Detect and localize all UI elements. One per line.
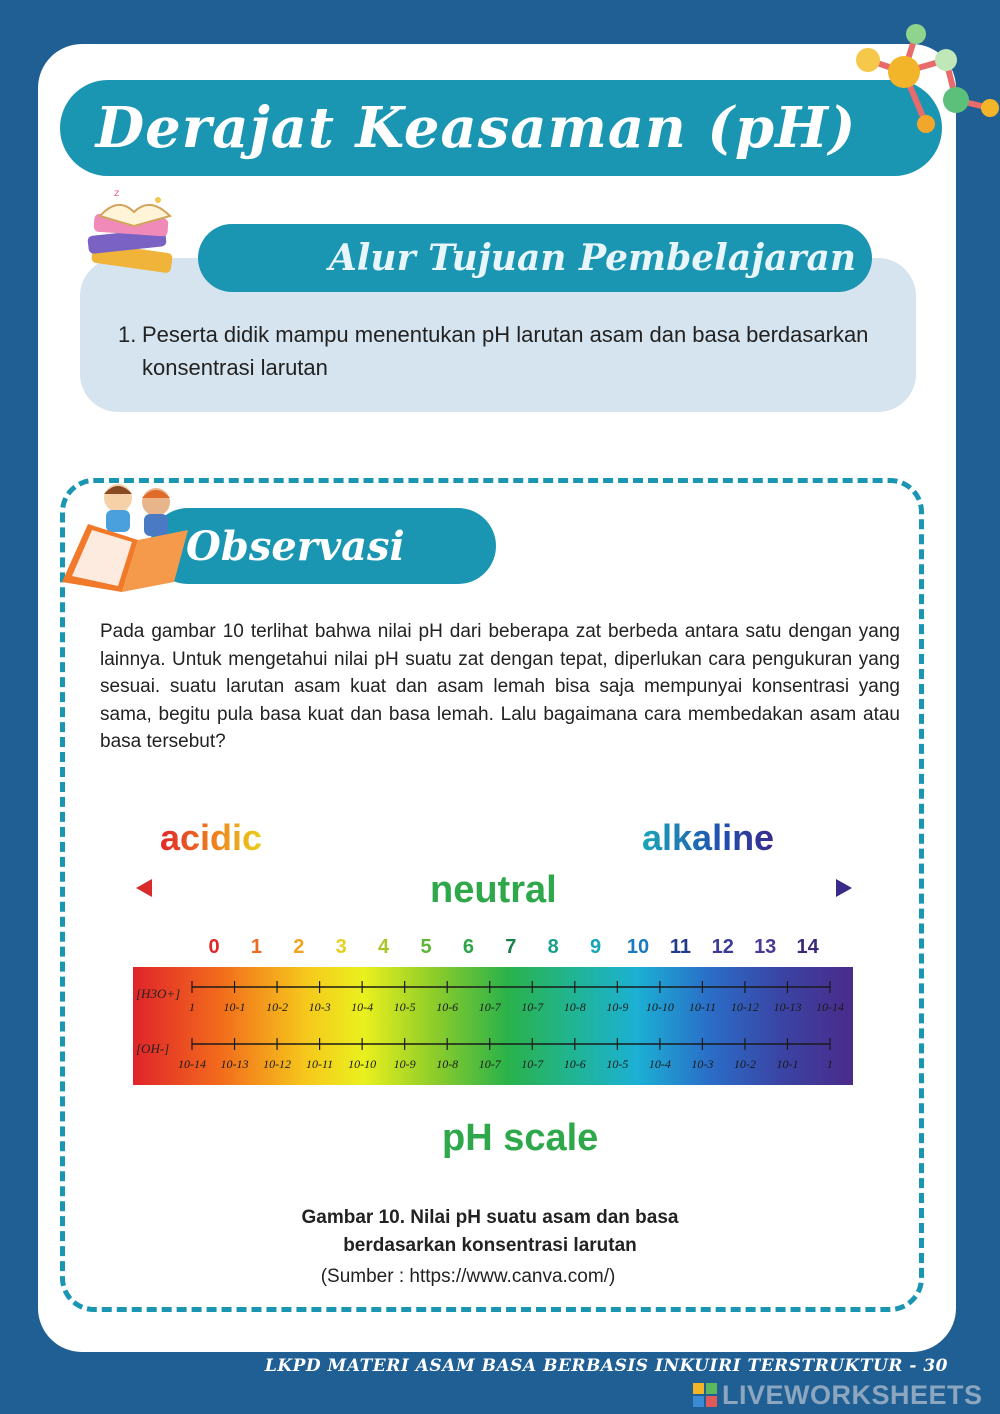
h3o-value: 10-2 — [266, 1000, 289, 1014]
watermark-text: LIVEWORKSHEETS — [722, 1379, 983, 1410]
oh-value: 10-7 — [478, 1057, 501, 1071]
oh-value: 10-14 — [178, 1057, 206, 1071]
oh-value: 10-1 — [776, 1057, 799, 1071]
liveworksheets-logo-icon — [692, 1382, 718, 1408]
oh-value: 10-10 — [348, 1057, 377, 1071]
oh-value: 10-3 — [691, 1057, 714, 1071]
oh-value: 10-7 — [521, 1057, 544, 1071]
learning-goals-banner — [198, 224, 872, 292]
figure-source: (Sumber : https://www.canva.com/) — [320, 1266, 616, 1287]
footer-text: LKPD MATERI ASAM BASA BERBASIS INKUIRI TERSTRUKTUR - 30 — [264, 1356, 948, 1376]
h3o-value: 10-11 — [688, 1000, 716, 1014]
oh-value: 1 — [827, 1057, 833, 1071]
ph-number-4: 4 — [378, 936, 390, 958]
ph-scale-label: pH scale — [442, 1117, 599, 1159]
h3o-value: 10-1 — [223, 1000, 246, 1014]
ph-number-2: 2 — [293, 936, 305, 958]
ph-number-5: 5 — [420, 936, 432, 958]
oh-value: 10-4 — [648, 1057, 671, 1071]
ph-number-3: 3 — [335, 936, 347, 958]
liveworksheets-watermark — [692, 1380, 988, 1410]
h3o-value: 10-9 — [606, 1000, 629, 1014]
ph-number-7: 7 — [505, 936, 517, 958]
observation-paragraph: Pada gambar 10 terlihat bahwa nilai pH dari beberapa zat berbeda antara satu dengan yang lainnya. Untuk mengetahui nilai pH suatu zat dengan tepat, diperlukan cara pengukuran yang sesuai. suatu larutan asam kuat dan asam lemah bisa saja mempunyai konsentrasi yang sama, begitu pula basa kuat dan basa lemah. Lalu bagaimana cara membedakan asam atau basa tersebut? — [100, 621, 900, 752]
kids-reading-book-icon — [58, 478, 198, 592]
h3o-value: 10-3 — [308, 1000, 331, 1014]
ph-number-8: 8 — [547, 936, 559, 958]
oh-value: 10-12 — [263, 1057, 292, 1071]
h3o-value: 10-7 — [521, 1000, 544, 1014]
caption-line-1: Gambar 10. Nilai pH suatu asam dan basa — [301, 1207, 679, 1228]
ph-number-6: 6 — [462, 936, 474, 958]
h3o-value: 1 — [189, 1000, 195, 1014]
list-item — [118, 318, 878, 384]
oh-value: 10-11 — [306, 1057, 334, 1071]
h3o-value: 10-8 — [563, 1000, 586, 1014]
h3o-value: 10-5 — [393, 1000, 416, 1014]
oh-label: [OH-] — [136, 1041, 170, 1056]
ph-number-10: 10 — [626, 936, 650, 958]
ph-number-11: 11 — [669, 936, 691, 958]
alkaline-arrow — [612, 879, 852, 897]
books-icon — [78, 186, 188, 290]
h3o-value: 10-10 — [645, 1000, 674, 1014]
title-banner — [60, 80, 942, 176]
observation-banner — [150, 508, 496, 584]
acidic-arrow — [136, 879, 406, 897]
ph-number-0: 0 — [208, 936, 220, 958]
molecule-icon — [840, 20, 1000, 140]
ph-number-9: 9 — [590, 936, 602, 958]
ph-number-13: 13 — [754, 936, 777, 958]
list-item-number: 1. — [118, 322, 137, 347]
learning-goals-list — [118, 318, 878, 384]
acidic-label: acidic — [160, 817, 263, 858]
h3o-label: [H3O+] — [136, 986, 181, 1001]
oh-value: 10-2 — [733, 1057, 756, 1071]
svg-text:z: z — [114, 188, 120, 199]
learning-goals-heading: Alur Tujuan Pembelajaran — [328, 237, 856, 279]
h3o-value: 10-13 — [773, 1000, 802, 1014]
caption-line-2: berdasarkan konsentrasi larutan — [343, 1235, 637, 1256]
h3o-value: 10-14 — [816, 1000, 844, 1014]
ph-scale-figure — [130, 812, 860, 1172]
oh-value: 10-5 — [606, 1057, 629, 1071]
h3o-value: 10-7 — [478, 1000, 501, 1014]
page-title: Derajat Keasaman (pH) — [95, 95, 857, 161]
oh-value: 10-9 — [393, 1057, 416, 1071]
figure-caption — [200, 1204, 780, 1260]
observation-heading: Observasi — [186, 522, 405, 570]
oh-value: 10-8 — [436, 1057, 459, 1071]
h3o-value: 10-12 — [730, 1000, 759, 1014]
list-item-text: Peserta didik mampu menentukan pH larutan asam dan basa berdasarkan konsentrasi larutan — [142, 322, 869, 380]
ph-number-14: 14 — [796, 936, 819, 958]
h3o-value: 10-4 — [351, 1000, 374, 1014]
neutral-label: neutral — [430, 869, 557, 911]
h3o-value: 10-6 — [436, 1000, 459, 1014]
ph-number-1: 1 — [250, 936, 262, 958]
alkaline-label: alkaline — [642, 817, 775, 858]
oh-value: 10-13 — [220, 1057, 249, 1071]
oh-value: 10-6 — [563, 1057, 586, 1071]
ph-number-12: 12 — [711, 936, 734, 958]
